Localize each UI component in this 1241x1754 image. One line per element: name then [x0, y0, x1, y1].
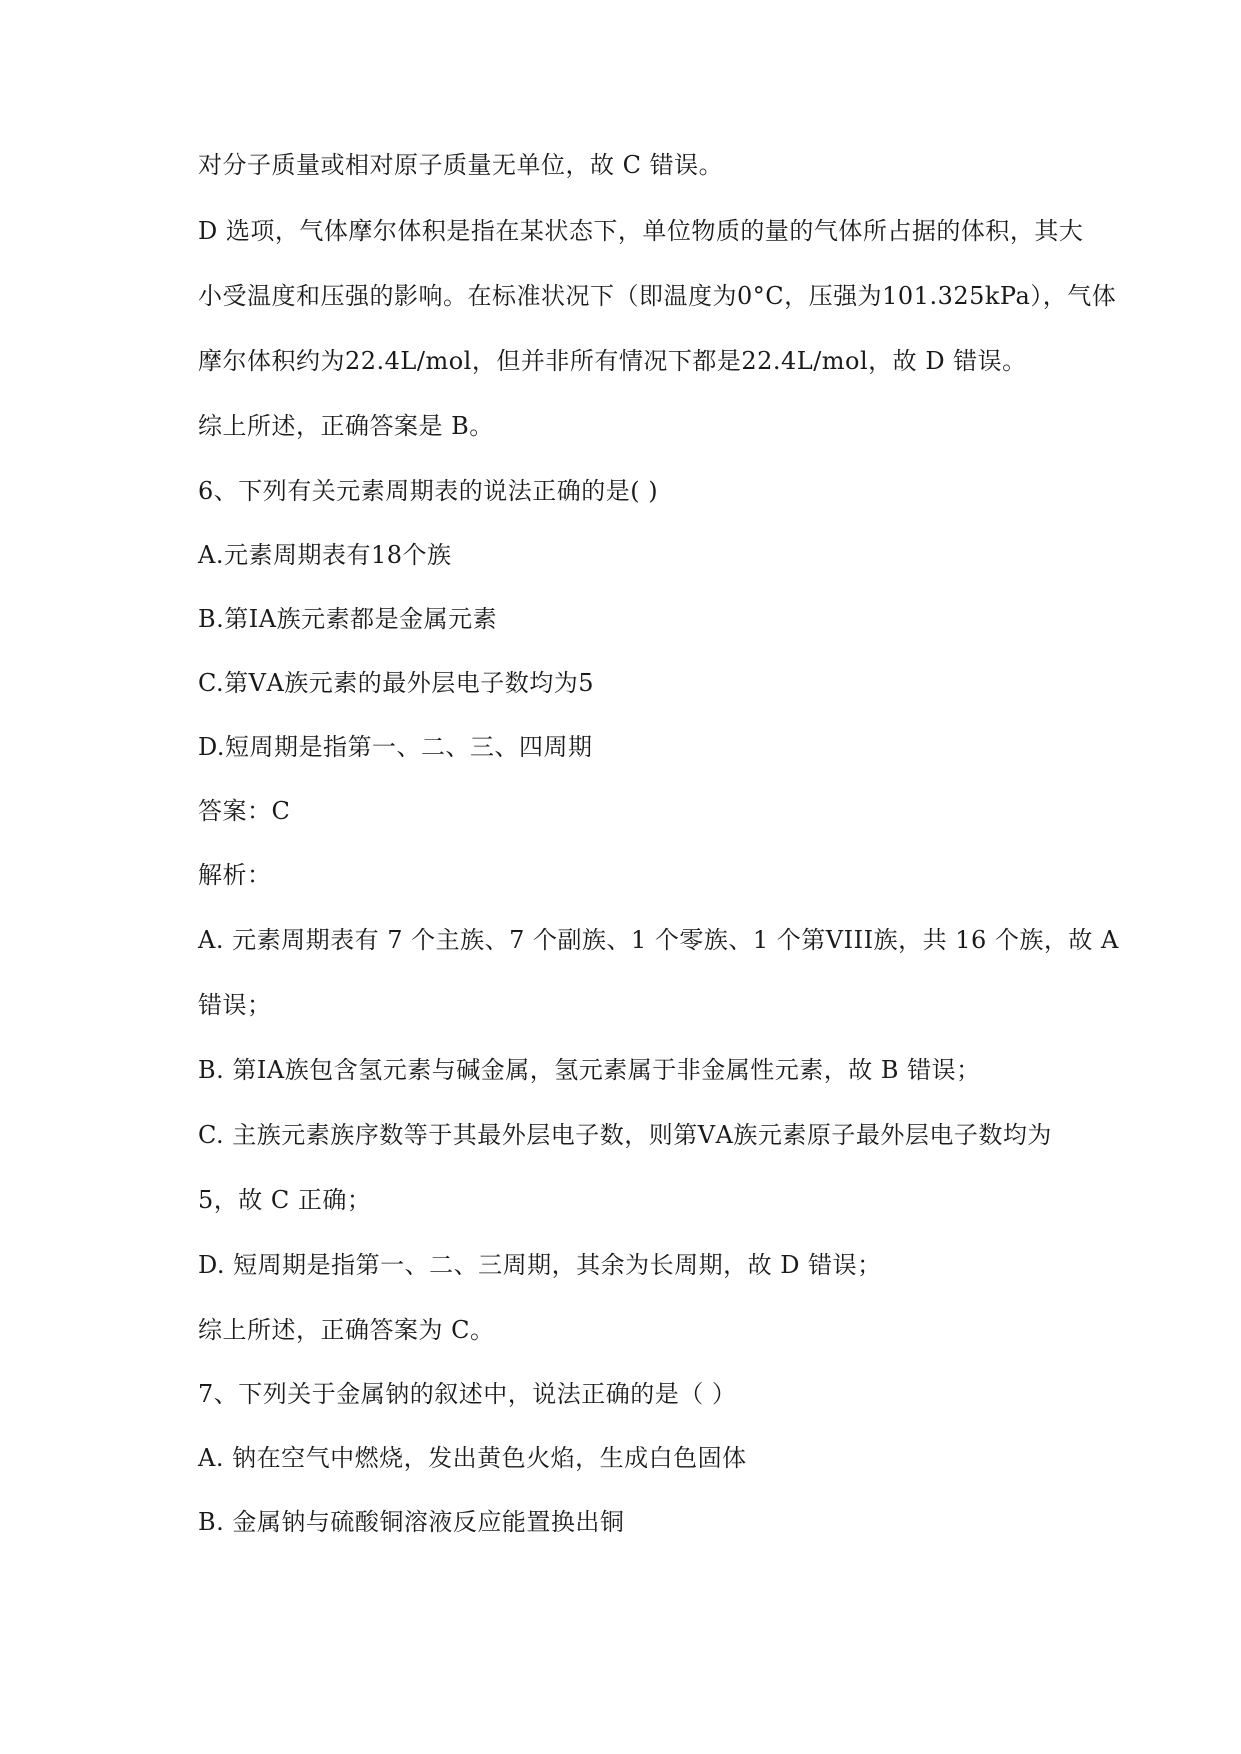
text-line: D 选项，气体摩尔体积是指在某状态下，单位物质的量的气体所占据的体积，其大: [198, 217, 1084, 245]
question-7-stem: 7、下列关于金属钠的叙述中，说法正确的是（ ）: [198, 1380, 737, 1408]
question-6-option-c: C.第ⅤA族元素的最外层电子数均为5: [198, 669, 595, 697]
analysis-line: 5，故 C 正确；: [198, 1186, 372, 1214]
text-line: 小受温度和压强的影响。在标准状况下（即温度为0°C，压强为101.325kPa），气体: [198, 282, 1117, 310]
question-6-answer: 答案：C: [198, 797, 291, 825]
text-line: 综上所述，正确答案是 B。: [198, 412, 494, 440]
question-6-analysis-label: 解析：: [198, 861, 272, 889]
analysis-line: A. 元素周期表有 7 个主族、7 个副族、1 个零族、1 个第VIII族，共 16 个族，故 A: [198, 926, 1119, 954]
analysis-conclusion: 综上所述，正确答案为 C。: [198, 1316, 495, 1344]
question-6-stem: 6、下列有关元素周期表的说法正确的是( ): [198, 477, 659, 505]
analysis-line: C. 主族元素族序数等于其最外层电子数，则第ⅤA族元素原子最外层电子数均为: [198, 1121, 1052, 1149]
text-line: 摩尔体积约为22.4L/mol，但并非所有情况下都是22.4L/mol，故 D 错误。: [198, 347, 1027, 375]
question-6-option-d: D.短周期是指第一、二、三、四周期: [198, 733, 593, 761]
question-7-option-a: A. 钠在空气中燃烧，发出黄色火焰，生成白色固体: [198, 1444, 747, 1472]
analysis-line: B. 第IA族包含氢元素与碱金属，氢元素属于非金属性元素，故 B 错误；: [198, 1056, 981, 1084]
analysis-line: D. 短周期是指第一、二、三周期，其余为长周期，故 D 错误；: [198, 1251, 882, 1279]
question-7-option-b: B. 金属钠与硫酸铜溶液反应能置换出铜: [198, 1508, 625, 1536]
text-line: 对分子质量或相对原子质量无单位，故 C 错误。: [198, 151, 724, 179]
analysis-line: 错误；: [198, 991, 272, 1019]
question-6-option-a: A.元素周期表有18个族: [198, 541, 452, 569]
question-6-option-b: B.第IA族元素都是金属元素: [198, 605, 498, 633]
